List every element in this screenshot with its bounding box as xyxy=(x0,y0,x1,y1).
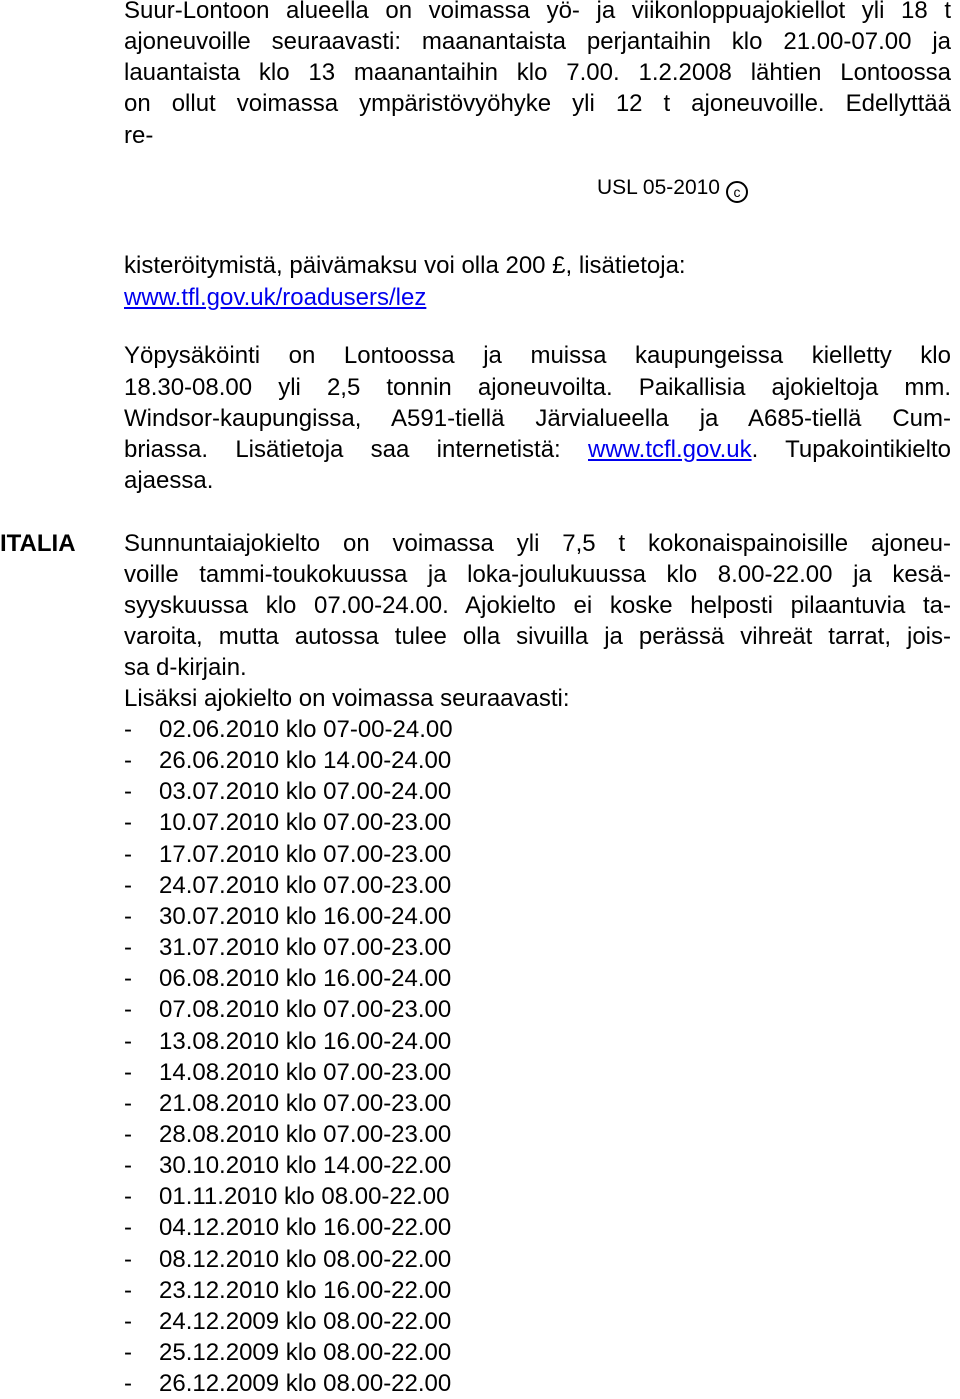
list-bullet-dash: - xyxy=(124,1277,132,1304)
list-bullet-dash: - xyxy=(124,1370,132,1397)
copyright-icon: c xyxy=(726,181,748,203)
uk-text-line-10 xyxy=(124,434,951,465)
ban-date-text: 04.12.2010 klo 16.00-22.00 xyxy=(159,1214,452,1241)
italy-text-line-4: varoita, mutta autossa tulee olla sivuilla ja perässä vihreät tarrat, jois- xyxy=(124,623,951,650)
list-bullet-dash: - xyxy=(124,1090,132,1117)
ban-date-text: 08.12.2010 klo 08.00-22.00 xyxy=(159,1246,452,1273)
ban-date-text: 06.08.2010 klo 16.00-24.00 xyxy=(159,965,452,992)
ban-date-text: 01.11.2010 klo 08.00-22.00 xyxy=(159,1183,450,1210)
ban-date-text: 28.08.2010 klo 07.00-23.00 xyxy=(159,1121,452,1148)
list-bullet-dash: - xyxy=(124,716,132,743)
ban-date-item xyxy=(124,1057,451,1088)
uk-text-line-6: kisteröitymistä, päivämaksu voi olla 200 £, lisätietoja: xyxy=(124,252,686,279)
ban-date-item xyxy=(124,839,451,870)
ban-date-text: 30.07.2010 klo 16.00-24.00 xyxy=(159,903,452,930)
italy-text-line-1: Sunnuntaiajokielto on voimassa yli 7,5 t kokonaispainoisille ajoneu- xyxy=(124,530,951,557)
ban-date-text: 03.07.2010 klo 07.00-24.00 xyxy=(159,778,452,805)
ban-date-item xyxy=(124,1368,451,1399)
ban-date-item xyxy=(124,745,451,776)
country-heading-italia: ITALIA xyxy=(0,530,76,557)
ban-date-text: 10.07.2010 klo 07.00-23.00 xyxy=(159,809,452,836)
ban-date-item xyxy=(124,1181,449,1212)
italy-text-line-5: sa d-kirjain. xyxy=(124,654,247,681)
ban-date-item xyxy=(124,1306,451,1337)
list-bullet-dash: - xyxy=(124,1059,132,1086)
list-bullet-dash: - xyxy=(124,1152,132,1179)
lez-link-line xyxy=(124,282,426,313)
list-bullet-dash: - xyxy=(124,1121,132,1148)
ban-date-item xyxy=(124,994,451,1025)
italy-text-line-6: Lisäksi ajokielto on voimassa seuraavasti: xyxy=(124,685,570,712)
ban-date-text: 17.07.2010 klo 07.00-23.00 xyxy=(159,841,452,868)
italy-text-line-3: syyskuussa klo 07.00-24.00. Ajokielto ei koske helposti pilaantuvia ta- xyxy=(124,592,951,619)
list-bullet-dash: - xyxy=(124,809,132,836)
ban-date-item xyxy=(124,1212,451,1243)
ban-date-text: 14.08.2010 klo 07.00-23.00 xyxy=(159,1059,452,1086)
ban-date-text: 31.07.2010 klo 07.00-23.00 xyxy=(159,934,452,961)
ban-date-text: 21.08.2010 klo 07.00-23.00 xyxy=(159,1090,452,1117)
uk-text-line-2: ajoneuvoille seuraavasti: maanantaista perjantaihin klo 21.00-07.00 ja xyxy=(124,28,951,55)
tcfl-link[interactable]: www.tcfl.gov.uk xyxy=(588,436,752,463)
ban-date-item xyxy=(124,932,451,963)
list-bullet-dash: - xyxy=(124,996,132,1023)
uk-text-line-3: lauantaista klo 13 maanantaihin klo 7.00. 1.2.2008 lähtien Lontoossa xyxy=(124,59,951,86)
list-bullet-dash: - xyxy=(124,841,132,868)
uk-text-line-10-post: . Tupakointikielto xyxy=(751,436,951,463)
ban-date-item xyxy=(124,776,451,807)
ban-date-item xyxy=(124,901,451,932)
ban-date-text: 02.06.2010 klo 07-00-24.00 xyxy=(159,716,453,743)
ban-date-item xyxy=(124,714,453,745)
list-bullet-dash: - xyxy=(124,1183,132,1210)
uk-text-line-4: on ollut voimassa ympäristövyöhyke yli 12 t ajoneuvoille. Edellyttää xyxy=(124,90,951,117)
ban-date-text: 07.08.2010 klo 07.00-23.00 xyxy=(159,996,452,1023)
list-bullet-dash: - xyxy=(124,778,132,805)
italy-text-line-2: voille tammi-toukokuussa ja loka-joulukuussa klo 8.00-22.00 ja kesä- xyxy=(124,561,951,588)
ban-date-text: 24.12.2009 klo 08.00-22.00 xyxy=(159,1308,452,1335)
ban-date-item xyxy=(124,1275,451,1306)
ban-date-text: 25.12.2009 klo 08.00-22.00 xyxy=(159,1339,452,1366)
ban-date-item xyxy=(124,963,451,994)
uk-text-line-9: Windsor-kaupungissa, A591-tiellä Järvialueella ja A685-tiellä Cum- xyxy=(124,405,951,432)
page-footer-text: USL 05-2010 xyxy=(597,176,720,199)
ban-date-item xyxy=(124,1088,451,1119)
uk-text-line-11: ajaessa. xyxy=(124,467,214,494)
list-bullet-dash: - xyxy=(124,1214,132,1241)
ban-date-text: 26.12.2009 klo 08.00-22.00 xyxy=(159,1370,452,1397)
uk-text-line-8: 18.30-08.00 yli 2,5 tonnin ajoneuvoilta. Paikallisia ajokieltoja mm. xyxy=(124,374,951,401)
list-bullet-dash: - xyxy=(124,934,132,961)
ban-date-item xyxy=(124,1150,451,1181)
list-bullet-dash: - xyxy=(124,1308,132,1335)
ban-date-item xyxy=(124,1119,451,1150)
ban-date-item xyxy=(124,807,451,838)
ban-date-item xyxy=(124,870,451,901)
list-bullet-dash: - xyxy=(124,1246,132,1273)
ban-date-item xyxy=(124,1337,451,1368)
list-bullet-dash: - xyxy=(124,903,132,930)
ban-date-text: 24.07.2010 klo 07.00-23.00 xyxy=(159,872,452,899)
list-bullet-dash: - xyxy=(124,747,132,774)
uk-text-line-10-pre: briassa. Lisätietoja saa internetistä: xyxy=(124,436,588,463)
uk-text-line-7: Yöpysäköinti on Lontoossa ja muissa kaupungeissa kielletty klo xyxy=(124,342,951,369)
ban-date-text: 13.08.2010 klo 16.00-24.00 xyxy=(159,1028,452,1055)
list-bullet-dash: - xyxy=(124,965,132,992)
list-bullet-dash: - xyxy=(124,1339,132,1366)
ban-date-text: 26.06.2010 klo 14.00-24.00 xyxy=(159,747,452,774)
list-bullet-dash: - xyxy=(124,1028,132,1055)
ban-date-item xyxy=(124,1244,451,1275)
list-bullet-dash: - xyxy=(124,872,132,899)
lez-link[interactable]: www.tfl.gov.uk/roadusers/lez xyxy=(124,284,427,311)
ban-date-text: 30.10.2010 klo 14.00-22.00 xyxy=(159,1152,452,1179)
uk-text-line-5: re- xyxy=(124,122,154,149)
page-footer xyxy=(597,173,748,203)
ban-date-item xyxy=(124,1026,451,1057)
uk-text-line-1: Suur-Lontoon alueella on voimassa yö- ja viikonloppuajokiellot yli 18 t xyxy=(124,0,951,24)
ban-date-text: 23.12.2010 klo 16.00-22.00 xyxy=(159,1277,452,1304)
